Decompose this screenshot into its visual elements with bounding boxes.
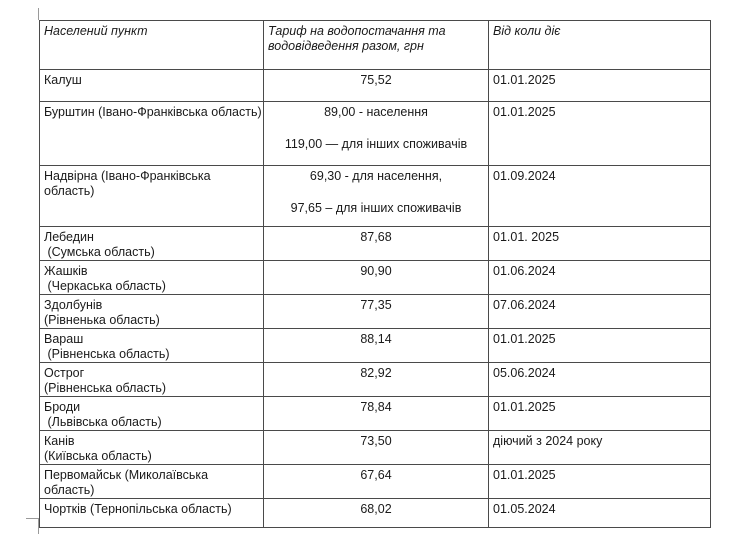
place-line: (Київська область) (44, 449, 152, 463)
cell-tariff (264, 431, 489, 465)
place-line: Бурштин (Івано-Франківська область) (44, 105, 262, 119)
table-row (40, 499, 711, 528)
cell-tariff-content (268, 70, 484, 88)
tariff-line: 87,68 (360, 230, 392, 244)
since-value: 01.01.2025 (493, 400, 556, 414)
since-value: 07.06.2024 (493, 298, 556, 312)
cell-place (40, 227, 264, 261)
cell-tariff-content (268, 363, 484, 381)
cell-since (489, 363, 711, 397)
cell-tariff-content (268, 166, 484, 216)
line-gap (268, 184, 484, 201)
cell-place (40, 261, 264, 295)
table-row (40, 102, 711, 166)
water-tariff-table (39, 20, 711, 528)
cell-tariff-content (268, 397, 484, 415)
cell-place-content (44, 431, 259, 464)
place-line: Здолбунів (44, 298, 103, 312)
cell-place-content (44, 397, 259, 430)
table-row (40, 329, 711, 363)
cell-tariff (264, 363, 489, 397)
place-line: область) (44, 184, 95, 198)
table-header-row (40, 21, 711, 70)
cell-tariff (264, 227, 489, 261)
cell-place-content (44, 102, 262, 120)
page-corner-mark-bottom-horizontal (26, 518, 39, 519)
cell-place-content (44, 261, 259, 294)
cell-since (489, 397, 711, 431)
place-line: (Черкаська область) (44, 279, 166, 293)
table-row (40, 227, 711, 261)
place-line: Первомайськ (Миколаївська (44, 468, 209, 482)
cell-since (489, 431, 711, 465)
place-line: Чортків (Тернопільська область) (44, 502, 232, 516)
cell-since (489, 295, 711, 329)
cell-place (40, 431, 264, 465)
cell-tariff-content (268, 499, 484, 517)
cell-place (40, 465, 264, 499)
cell-tariff-content (268, 102, 484, 152)
tariff-line: 90,90 (360, 264, 392, 278)
tariff-line: 97,65 – для інших споживачів (290, 201, 462, 215)
cell-tariff (264, 70, 489, 102)
table-row (40, 70, 711, 102)
cell-tariff (264, 329, 489, 363)
since-value: 05.06.2024 (493, 366, 556, 380)
place-line: Надвірна (Івано-Франківська (44, 169, 211, 183)
place-line: Калуш (44, 73, 82, 87)
cell-tariff-content (268, 227, 484, 245)
tariff-line: 82,92 (360, 366, 392, 380)
cell-place (40, 166, 264, 227)
cell-place-content (44, 465, 259, 498)
tariff-line: 67,64 (360, 468, 392, 482)
cell-place (40, 329, 264, 363)
since-value: 01.01.2025 (493, 73, 556, 87)
cell-since (489, 70, 711, 102)
cell-place (40, 70, 264, 102)
table-row (40, 166, 711, 227)
cell-tariff (264, 166, 489, 227)
cell-since (489, 261, 711, 295)
table-row (40, 397, 711, 431)
cell-tariff (264, 397, 489, 431)
cell-place-content (44, 329, 259, 362)
cell-place (40, 397, 264, 431)
place-line: Броди (44, 400, 81, 414)
cell-since (489, 465, 711, 499)
place-line: Жашків (44, 264, 88, 278)
tariff-line: 119,00 — для інших споживачів (284, 137, 468, 151)
cell-since (489, 166, 711, 227)
cell-place-content (44, 499, 259, 517)
place-line: (Сумська область) (44, 245, 155, 259)
cell-place (40, 102, 264, 166)
place-line: Вараш (44, 332, 84, 346)
cell-tariff-content (268, 295, 484, 313)
table-row (40, 261, 711, 295)
place-line: (Львівська область) (44, 415, 162, 429)
since-value: 01.06.2024 (493, 264, 556, 278)
place-line: Острог (44, 366, 85, 380)
since-value: діючий з 2024 року (493, 434, 603, 448)
place-line: Канів (44, 434, 75, 448)
cell-place-content (44, 166, 259, 199)
place-line: Лебедин (44, 230, 94, 244)
cell-tariff (264, 261, 489, 295)
place-line: (Рівненська область) (44, 381, 167, 395)
cell-since (489, 227, 711, 261)
cell-since (489, 499, 711, 528)
cell-tariff-content (268, 261, 484, 279)
cell-place-content (44, 363, 259, 396)
since-value: 01.01. 2025 (493, 230, 560, 244)
since-value: 01.01.2025 (493, 332, 556, 346)
header-since: Від коли діє (489, 21, 711, 70)
cell-place-content (44, 295, 259, 328)
tariff-line: 68,02 (360, 502, 392, 516)
cell-place-content (44, 227, 259, 260)
cell-tariff (264, 102, 489, 166)
since-value: 01.01.2025 (493, 105, 556, 119)
tariff-line: 75,52 (360, 73, 392, 87)
table-row (40, 295, 711, 329)
tariff-line: 69,30 - для населення, (309, 169, 443, 183)
tariff-line: 88,14 (360, 332, 392, 346)
cell-tariff (264, 295, 489, 329)
cell-tariff (264, 499, 489, 528)
cell-tariff-content (268, 329, 484, 347)
line-gap (268, 120, 484, 137)
tariff-line: 89,00 - населення (324, 105, 428, 119)
cell-since (489, 329, 711, 363)
cell-tariff-content (268, 465, 484, 483)
header-tariff: Тариф на водопостачання та водовідведення разом, грн (264, 21, 489, 70)
place-line: (Рівненька область) (44, 313, 160, 327)
table-row (40, 431, 711, 465)
place-line: (Рівненська область) (44, 347, 170, 361)
tariff-line: 78,84 (360, 400, 392, 414)
table-row (40, 465, 711, 499)
tariff-line: 77,35 (360, 298, 392, 312)
cell-place-content (44, 70, 259, 88)
table-row (40, 363, 711, 397)
cell-tariff (264, 465, 489, 499)
since-value: 01.05.2024 (493, 502, 556, 516)
page-corner-mark-top (38, 8, 39, 20)
header-place: Населений пункт (40, 21, 264, 70)
since-value: 01.09.2024 (493, 169, 556, 183)
place-line: область) (44, 483, 95, 497)
cell-place (40, 499, 264, 528)
tariff-line: 73,50 (360, 434, 392, 448)
cell-since (489, 102, 711, 166)
cell-tariff-content (268, 431, 484, 449)
since-value: 01.01.2025 (493, 468, 556, 482)
cell-place (40, 295, 264, 329)
table-body (40, 70, 711, 528)
cell-place (40, 363, 264, 397)
